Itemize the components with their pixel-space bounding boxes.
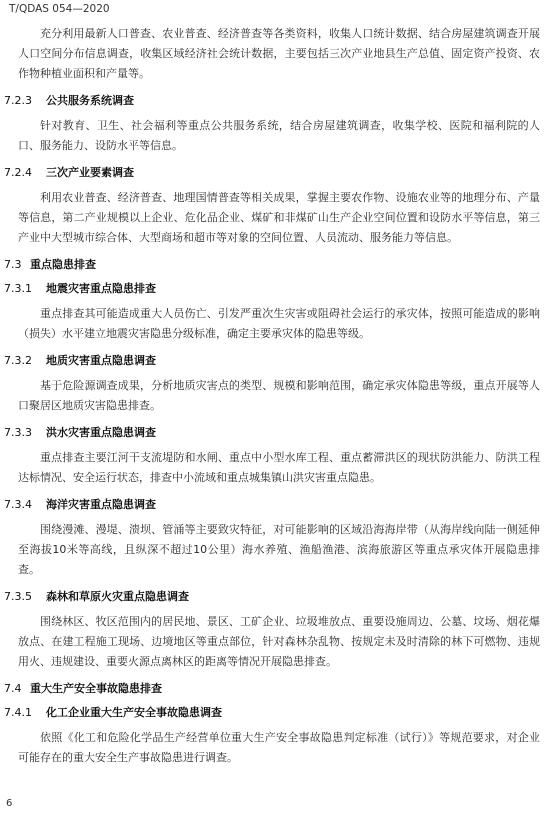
heading-number: 7.3.5 <box>4 590 32 603</box>
heading-title: 三次产业要素调查 <box>46 166 134 179</box>
heading-title: 公共服务系统调查 <box>46 94 134 107</box>
document-code-header: T/QDAS 054—2020 <box>9 3 110 15</box>
body-paragraph: 围绕林区、牧区范围内的居民地、景区、工矿企业、垃圾堆放点、重要设施周边、公墓、坟场、烟花爆放点、在建工程施工现场、边境地区等重点部位，针对森林杂乱物、按规定未及时清除的林下可燃物、违规用火、违规建设、重要火源点离林区的距离等情况开展隐患排查。 <box>18 615 540 668</box>
body-paragraph: 重点排查主要江河干支流堤防和水闸、重点中小型水库工程、重点蓄滞洪区的现状防洪能力、防洪工程达标情况、安全运行状态，排查中小流域和重点城集镇山洪灾害重点隐患。 <box>18 451 540 484</box>
heading-number: 7.3.4 <box>4 498 32 511</box>
heading-number: 7.2.3 <box>4 94 32 107</box>
heading-title: 重点隐患排查 <box>30 258 96 271</box>
body-paragraph: 针对教育、卫生、社会福利等重点公共服务系统，结合房屋建筑调查，收集学校、医院和福利院的人口、服务能力、设防水平等信息。 <box>18 119 540 152</box>
heading-number: 7.2.4 <box>4 166 32 179</box>
body-paragraph: 利用农业普查、经济普查、地理国情普查等相关成果，掌握主要农作物、设施农业等的地理分布、产量等信息，第二产业规模以上企业、危化品企业、煤矿和非煤矿山生产企业空间位置和设防水平等信息，第三产业中大型城市综合体、大型商场和超市等对象的空间位置、人员流动、服务能力等信息。 <box>18 191 540 244</box>
body-paragraph: 基于危险源调查成果，分析地质灾害点的类型、规模和影响范围，确定承灾体隐患等级，重点开展等人口聚居区地质灾害隐患排查。 <box>18 379 540 412</box>
document-body <box>4 24 540 776</box>
heading-title: 洪水灾害重点隐患调查 <box>46 426 156 439</box>
heading-title: 化工企业重大生产安全事故隐患调查 <box>46 706 222 719</box>
body-paragraph: 依照《化工和危险化学品生产经营单位重大生产安全事故隐患判定标准（试行）》等规范要求，对企业可能存在的重大安全生产事故隐患进行调查。 <box>18 731 540 764</box>
heading-title: 地震灾害重点隐患排查 <box>46 282 156 295</box>
body-paragraph: 充分利用最新人口普查、农业普查、经济普查等各类资料，收集人口统计数据、结合房屋建筑调查开展人口空间分布信息调查，收集区域经济社会统计数据，主要包括三次产业地县生产总值、固定资产投资、农作物种植业面积和产量等。 <box>18 27 540 80</box>
subsection-heading <box>4 352 540 370</box>
subsection-heading <box>4 280 540 298</box>
section-heading <box>4 256 540 274</box>
heading-number: 7.3.3 <box>4 426 32 439</box>
subsection-heading <box>4 496 540 514</box>
heading-number: 7.3.1 <box>4 282 32 295</box>
section-heading <box>4 680 540 698</box>
heading-title: 森林和草原火灾重点隐患调查 <box>46 590 189 603</box>
body-paragraph: 围绕漫滩、漫堤、溃坝、管涌等主要致灾特征，对可能影响的区域沿海海岸带（从海岸线向陆一侧延伸至海拔10米等高线，且纵深不超过10公里）海水养殖、渔船渔港、滨海旅游区等重点承灾体开展隐患排查。 <box>18 523 540 576</box>
subsection-heading <box>4 704 540 722</box>
heading-number: 7.3.2 <box>4 354 32 367</box>
heading-title: 重大生产安全事故隐患排查 <box>30 682 162 695</box>
subsection-heading <box>4 164 540 182</box>
page-number: 6 <box>6 798 13 809</box>
body-paragraph: 重点排查其可能造成重大人员伤亡、引发严重次生灾害或阻碍社会运行的承灾体，按照可能造成的影响（损失）水平建立地震灾害隐患分级标准，确定主要承灾体的隐患等级。 <box>18 307 540 340</box>
heading-number: 7.4 <box>4 682 22 695</box>
subsection-heading <box>4 92 540 110</box>
heading-title: 海洋灾害重点隐患调查 <box>46 498 156 511</box>
subsection-heading <box>4 588 540 606</box>
subsection-heading <box>4 424 540 442</box>
heading-title: 地质灾害重点隐患调查 <box>46 354 156 367</box>
heading-number: 7.4.1 <box>4 706 32 719</box>
heading-number: 7.3 <box>4 258 22 271</box>
